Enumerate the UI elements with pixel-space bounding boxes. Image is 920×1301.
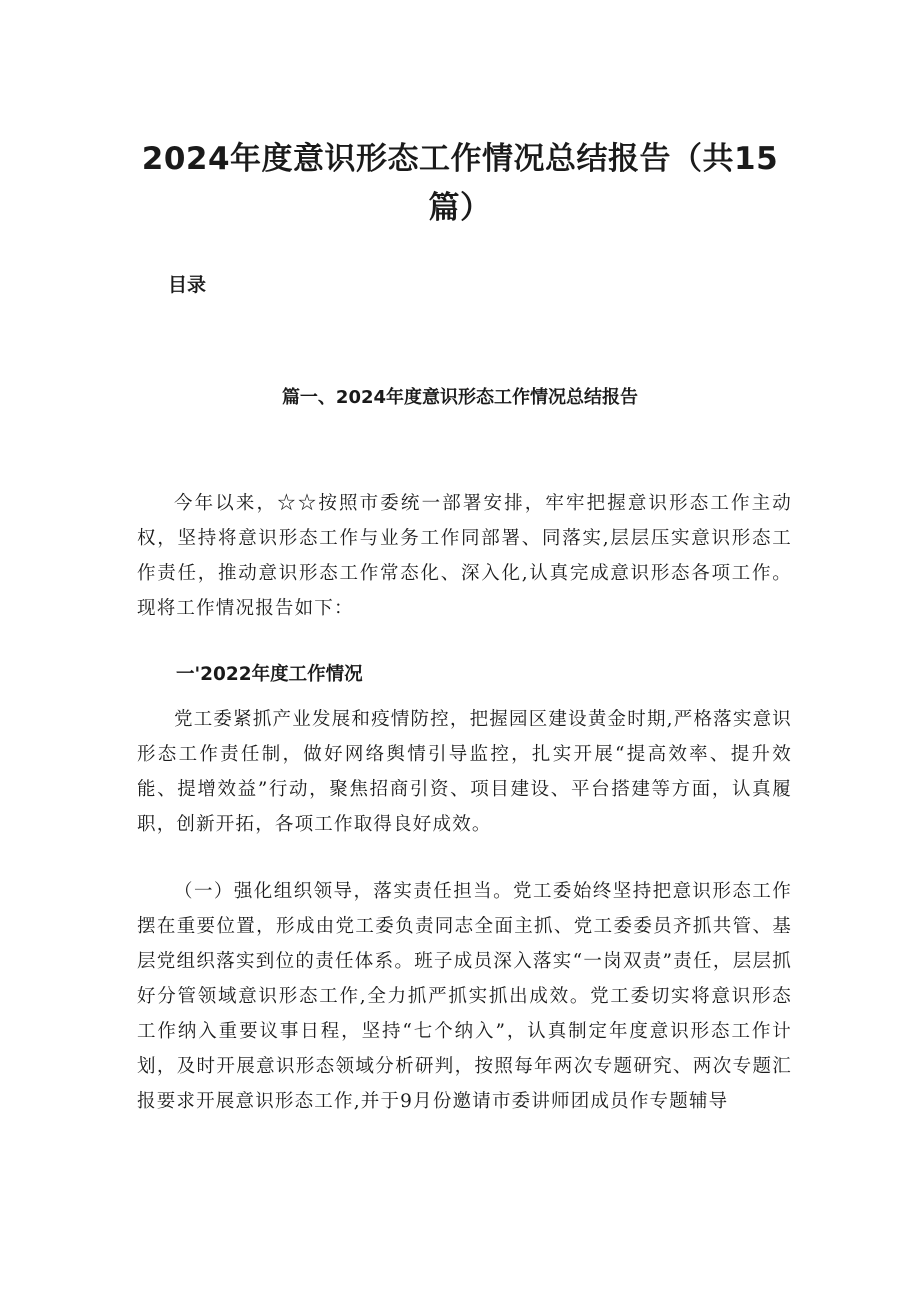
paragraph-overview: 党工委紧抓产业发展和疫情防控，把握园区建设黄金时期,严格落实意识形态工作责任制，做好网络舆情引导监控，扎实开展“提高效率、提升效能、提增效益”行动，聚焦招商引资、项目建设、平台搭建等方面，认真履职，创新开拓，各项工作取得良好成效。 [137, 709, 792, 835]
chapter-title: 篇一、2024年度意识形态工作情况总结报告 [281, 387, 639, 408]
table-of-contents-label: 目录 [168, 274, 207, 296]
paragraph-organization: （一）强化组织领导，落实责任担当。党工委始终坚持把意识形态工作摆在重要位置，形成由党工委负责同志全面主抓、党工委委员齐抓共管、基层党组织落实到位的责任体系。班子成员深入落实“一岗双责”责任，层层抓好分管领域意识形态工作,全力抓严抓实抓出成效。党工委切实将意识形态工作纳入重要议事日程，坚持“七个纳入”，认真制定年度意识形态工作计划，及时开展意识形态领域分析研判，按照每年两次专题研究、两次专题汇报要求开展意识形态工作,并于9月份邀请市委讲师团成员作专题辅导 [137, 881, 792, 1112]
document-title: 2024年度意识形态工作情况总结报告（共15篇） [141, 141, 779, 226]
section-heading: 一'2022年度工作情况 [176, 664, 363, 685]
paragraph-intro: 今年以来，☆☆按照市委统一部署安排，牢牢把握意识形态工作主动权，坚持将意识形态工作与业务工作同部署、同落实,层层压实意识形态工作责任，推动意识形态工作常态化、深入化,认真完成意识形态各项工作。现将工作情况报告如下： [137, 493, 792, 619]
